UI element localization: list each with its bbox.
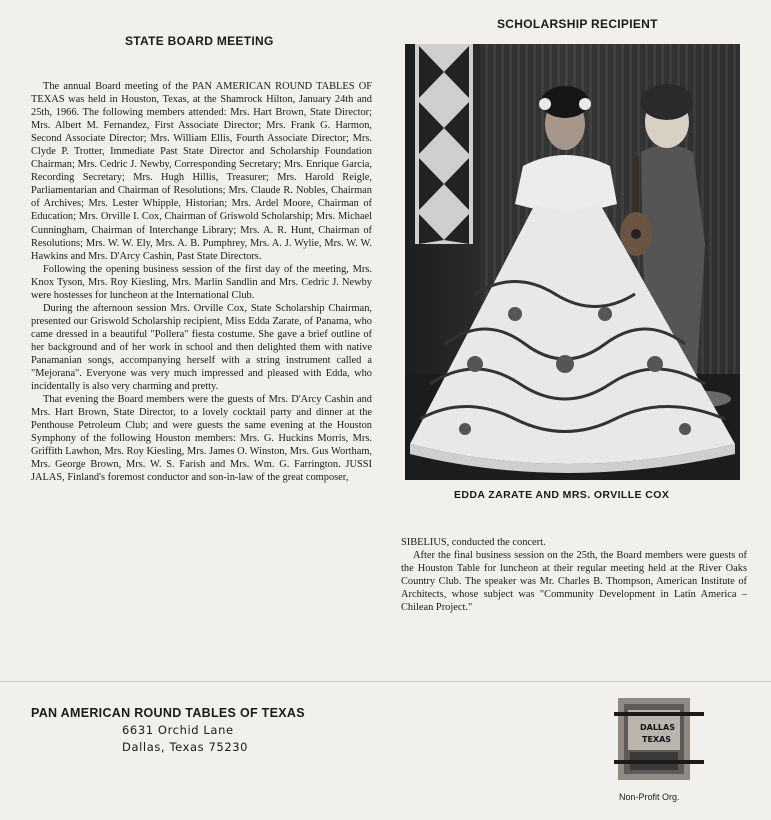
photo-caption: EDDA ZARATE AND MRS. ORVILLE COX (454, 489, 670, 501)
non-profit-label: Non-Profit Org. (619, 792, 680, 802)
postage-stamp (614, 692, 704, 784)
article-paragraph-1: The annual Board meeting of the PAN AMERICAN ROUND TABLES OF TEXAS was held in Houston, Texas, at the Shamrock Hilton, January 24th and 25th, 1966. The following members attended: Mrs. Hart Brown, State Director; Mrs. Albert M. Fernandez, First Associate Director; Mrs. Frank G. Harmon, Second Associate Director; Mrs. William Ellis, Fourth Associate Director; Mrs. Clyde P. Trotter, Immediate Past State Director and Scholarship Foundation Chairman; Mrs. Cedric J. Newby, Corresponding Secretary; Mrs. Enrique Garcia, Recording Secretary; Mrs. Hugh Hillis, Treasurer; Mrs. Harold Reigle, Parliamentarian and Chairman of Resolutions; Mrs. Claude R. Nobles, Chairman of Archives; Mrs. Lester Whipple, Historian; Mrs. Ardel Moore, Chairman of Education; Mrs. Orville I. Cox, Chairman of Griswold Scholarship; Mrs. Michael Cunningham, Chairman of Interchange Library; Mrs. A. R. Hunt, Chairman of Resolutions; Mrs. W. W. Ely, Mrs. A. B. Pumphrey, Mrs. A. J. Wylie, Mrs. W. W. Hawkins and Mrs. D'Arcy Cashin, Past State Directors. (31, 81, 372, 262)
stamp-icon (614, 692, 704, 784)
wall-panel (415, 44, 473, 244)
scholarship-photo (405, 44, 740, 480)
continuation-paragraph-2: After the final business session on the 25th, the Board members were guests of the Houston Table for luncheon at their regular meeting held at the River Oaks Country Club. The speaker was Mr. Charles B. Thompson, American Institute of Architects, whose subject was "Community Development in Latin America – Chilean Project." (401, 550, 747, 614)
continuation-paragraph-1: SIBELIUS, conducted the concert. (401, 537, 546, 548)
board-meeting-article (31, 80, 372, 484)
fold-line (0, 681, 771, 682)
scholarship-recipient-heading: SCHOLARSHIP RECIPIENT (497, 17, 658, 31)
stamp-overprint-text-2: TEXAS (642, 735, 672, 744)
street-address: 6631 Orchid Lane (122, 723, 234, 737)
mailing-address (31, 705, 305, 756)
state-board-meeting-heading: STATE BOARD MEETING (125, 34, 274, 48)
article-paragraph-4: That evening the Board members were the guests of Mrs. D'Arcy Cashin and Mrs. Hart Brown, State Director, to a lovely cocktail party and dinner at the Penthouse Petroleum Club; and were guests the same evening at the Houston Symphony of the following Houston members: Mrs. G. Huckins Morris, Mrs. Griffith Lawhon, Mrs. Roy Kiesling, Mrs. James O. Winston, Mrs. Gus Wortham, Mrs. George Brown, Mrs. W. S. Farish and Mrs. Wm. G. Farrington. JUSSI JALAS, Finland's foremost conductor and son-in-law of the great composer, (31, 394, 372, 484)
article-continuation (401, 536, 747, 614)
stamp-overprint-text: DALLAS (640, 723, 675, 732)
organization-name: PAN AMERICAN ROUND TABLES OF TEXAS (31, 706, 305, 720)
article-paragraph-3: During the afternoon session Mrs. Orville Cox, State Scholarship Chairman, presented our Griswold Scholarship recipient, Miss Edda Zarate, of Panama, who came dressed in a beautiful "Pollera" fiesta costume. She gave a brief outline of her background and of her work in school and then delighted them with native Panamanian songs, accompanying herself with a string instrument called a "Mejorana". Everyone was very much impressed and pleased with Edda, who incidentally is also very charming and pretty. (31, 302, 372, 393)
article-paragraph-2: Following the opening business session of the first day of the meeting, Mrs. Knox Tyson, Mrs. Roy Kiesling, Mrs. Marlin Sandlin and Mrs. Cedric J. Newby were hostesses for luncheon at the International Club. (31, 263, 372, 301)
city-state-zip: Dallas, Texas 75230 (122, 740, 249, 754)
photo-illustration (405, 44, 740, 480)
